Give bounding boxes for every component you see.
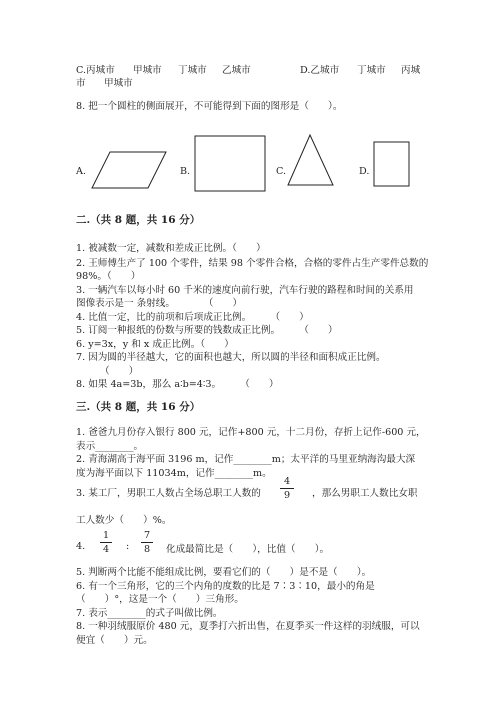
s3-q3-line1-end: ，那么男职工人数比女职 <box>312 488 418 499</box>
s3-q4-text: 化成最简比是（ ），比值（ ）。 <box>166 544 330 555</box>
parallelogram-figure <box>90 150 170 190</box>
fraction-numerator: 7 <box>143 530 151 541</box>
question-8-text: 8. 把一个圆柱的侧面展开，不可能得到下面的图形是（ ）。 <box>76 101 343 112</box>
s2-item-6: 6. y=3x，y 和 x 成正比例。（ ） <box>76 339 234 350</box>
section-2-heading: 二.（共 8 题，共 16 分） <box>76 214 201 226</box>
option-c-b: 甲城市 <box>133 65 162 76</box>
option-d: D.乙城市 <box>300 65 340 76</box>
option-c: C.丙城市 <box>76 65 115 76</box>
option-c-c: 丁城市 <box>178 65 207 76</box>
s3-q4-number: 4. <box>76 541 86 552</box>
option-d-c: 丙城 <box>401 65 421 76</box>
s2-item-8: 8. 如果 4a=3b，那么 a∶b=4∶3。 （ ） <box>76 379 279 390</box>
s3-q4-fraction-2 <box>141 530 153 555</box>
s3-q3-line2: 工人数少（ ）%。 <box>76 515 172 526</box>
s3-q1-line1: 1. 爸爸九月份存入银行 800 元，记作+800 元，十二月份，存折上记作-600 元， <box>76 427 426 438</box>
s2-item-7: 7. 因为圆的半径越大，它的面积也越大，所以圆的半径和面积成正比例。 <box>76 352 386 363</box>
option-d-cont-b: 甲城市 <box>104 78 133 89</box>
s3-q1-line2: 表示________。 <box>76 441 144 452</box>
label-c: C. <box>276 166 287 177</box>
s2-item-3: 3. 一辆汽车以每小时 60 千米的速度向前行驶，汽车行驶的路程和时间的关系用 <box>76 285 414 296</box>
s2-item-2-cont: 98%。（ ） <box>76 271 141 282</box>
s2-item-4: 4. 比值一定，比的前项和后项成正比例。 （ ） <box>76 312 309 323</box>
s3-q3-fraction <box>280 476 294 501</box>
s3-q7: 7. 表示________的式子叫做比例。 <box>76 608 223 619</box>
fraction-denominator: 8 <box>143 544 151 555</box>
label-d: D. <box>359 166 370 177</box>
s3-q8-line2: 便宜（ ）元。 <box>76 635 153 646</box>
s2-item-3-cont: 图像表示是一 条射线。 （ ） <box>76 298 243 309</box>
s3-q4-fraction-1 <box>100 530 112 555</box>
option-d-b: 丁城市 <box>357 65 386 76</box>
option-c-d: 乙城市 <box>222 65 251 76</box>
s3-q5: 5. 判断两个比能不能组成比例，要看它们的（ ）是不是（ ）。 <box>76 567 372 578</box>
section-3-heading: 三.（共 8 题，共 16 分） <box>76 401 201 413</box>
option-d-cont-a: 市 <box>76 78 86 89</box>
label-a: A. <box>76 166 86 177</box>
tall-rectangle-figure <box>372 140 412 190</box>
s3-q2-line2: 度为海平面以下 11034m，记作________m。 <box>76 468 272 479</box>
s2-item-1: 1. 被减数一定，减数和差成正比例。（ ） <box>76 243 266 254</box>
s3-q2-line1: 2. 青海湖高于海平面 3196 m，记作________m；太平洋的马里亚纳海沟最大深 <box>76 454 416 465</box>
fraction-numerator: 1 <box>102 530 110 541</box>
s3-q4-colon: : <box>126 541 130 552</box>
s3-q6-line1: 6. 有一个三角形，它的三个内角的度数的比是 7∶3∶10，最小的角是 <box>76 581 375 592</box>
fraction-numerator: 4 <box>283 476 291 487</box>
label-b: B. <box>180 166 191 177</box>
rectangle-figure <box>193 134 267 194</box>
s3-q6-line2: （ ）°，这是一个（ ）三角形。 <box>76 594 244 605</box>
fraction-denominator: 9 <box>283 490 291 501</box>
s3-q3-line1: 3. 某工厂，男职工人数占全场总职工人数的 <box>76 488 261 499</box>
triangle-figure <box>286 133 336 189</box>
fraction-denominator: 4 <box>102 544 110 555</box>
s2-item-5: 5. 订阅一种报纸的份数与所要的钱数成正比例。 （ ） <box>76 325 338 336</box>
s2-item-7-cont: （ ） <box>100 366 139 377</box>
s3-q8-line1: 8. 一种羽绒服原价 480 元，夏季打六折出售，在夏季买一件这样的羽绒服，可以 <box>76 621 420 632</box>
s2-item-2: 2. 王师傅生产了 100 个零件，结果 98 个零件合格，合格的零件占生产零件总数的 <box>76 258 429 269</box>
